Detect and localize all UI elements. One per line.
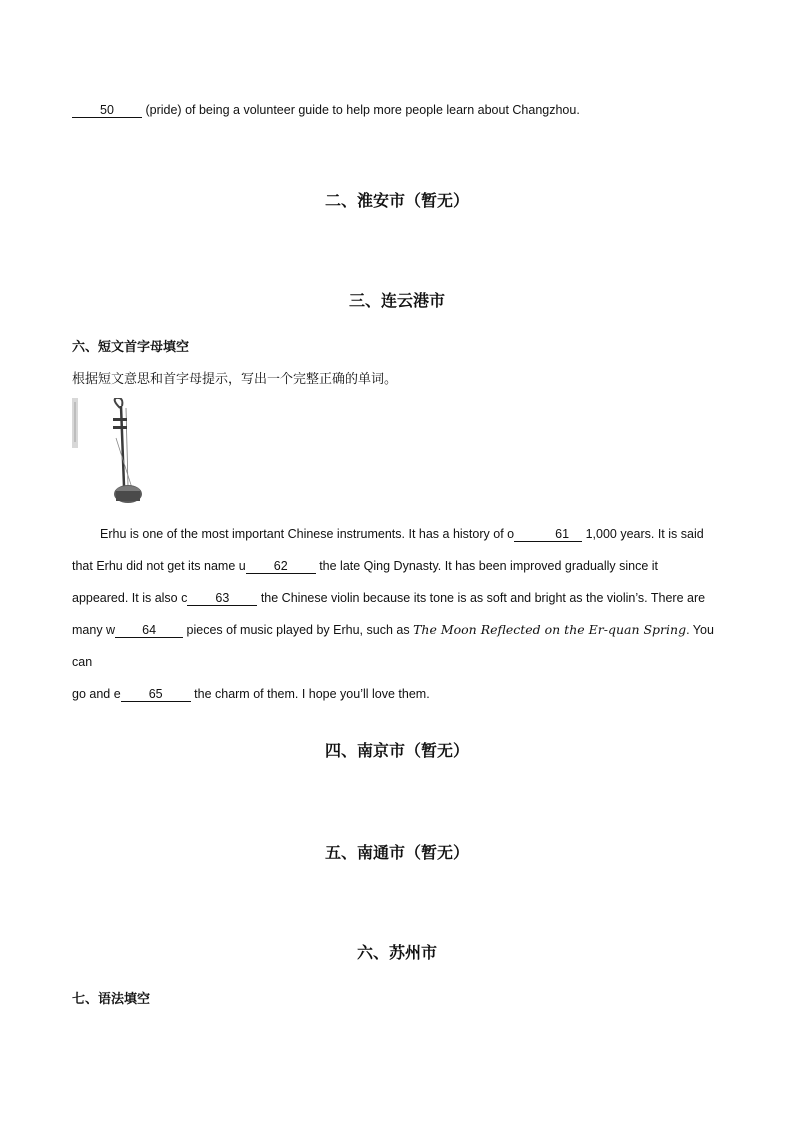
passage-text: go and e bbox=[72, 687, 121, 701]
section-heading-huaian: 二、淮安市（暂无） bbox=[324, 191, 469, 210]
exercise-6-title: 六、短文首字母填空 bbox=[72, 340, 190, 355]
passage-text: the late Qing Dynasty. It has been improved gradually since it bbox=[315, 559, 659, 573]
passage-text: . You can bbox=[72, 623, 714, 669]
passage-line-1 bbox=[72, 518, 722, 550]
section-heading-suzhou: 六、苏州市 bbox=[356, 943, 437, 962]
passage-text: 1,000 years. It is said bbox=[582, 527, 704, 541]
exercise-7-title: 七、语法填空 bbox=[72, 992, 151, 1007]
section-heading-lianyungang: 三、连云港市 bbox=[348, 291, 445, 310]
music-title: The Moon Reflected on the Er-quan Spring bbox=[413, 622, 687, 637]
passage-text: Erhu is one of the most important Chinese instruments. It has a history of o bbox=[100, 527, 515, 541]
passage-text: the Chinese violin because its tone is as soft and bright as the violin’s. There are bbox=[257, 591, 706, 605]
passage-text: that Erhu did not get its name u bbox=[72, 559, 246, 573]
passage-text: appeared. It is also c bbox=[72, 591, 188, 605]
question-50-line bbox=[72, 103, 580, 118]
section-heading-nantong: 五、南通市（暂无） bbox=[324, 843, 469, 862]
passage-line-4 bbox=[72, 614, 722, 678]
erhu-passage bbox=[72, 518, 722, 710]
passage-line-3 bbox=[72, 582, 722, 614]
passage-text: pieces of music played by Erhu, such as bbox=[183, 623, 414, 637]
exercise-6-instruction: 根据短文意思和首字母提示，写出一个完整正确的单词。 bbox=[72, 372, 398, 387]
question-50-text: (pride) of being a volunteer guide to help more people learn about Changzhou. bbox=[142, 103, 580, 117]
passage-line-2 bbox=[72, 550, 722, 582]
passage-line-5 bbox=[72, 678, 722, 710]
passage-text: many w bbox=[72, 623, 116, 637]
erhu-image bbox=[72, 398, 168, 506]
section-heading-nanjing: 四、南京市（暂无） bbox=[324, 741, 469, 760]
answer-blank-65[interactable]: 65 bbox=[121, 688, 191, 702]
answer-blank-64[interactable]: 64 bbox=[115, 624, 183, 638]
passage-text: the charm of them. I hope you’ll love them. bbox=[190, 687, 430, 701]
answer-blank-50[interactable]: 50 bbox=[72, 104, 142, 118]
answer-blank-63[interactable]: 63 bbox=[187, 592, 257, 606]
answer-blank-61[interactable]: 61 bbox=[514, 528, 582, 542]
erhu-icon bbox=[72, 398, 168, 506]
answer-blank-62[interactable]: 62 bbox=[246, 560, 316, 574]
